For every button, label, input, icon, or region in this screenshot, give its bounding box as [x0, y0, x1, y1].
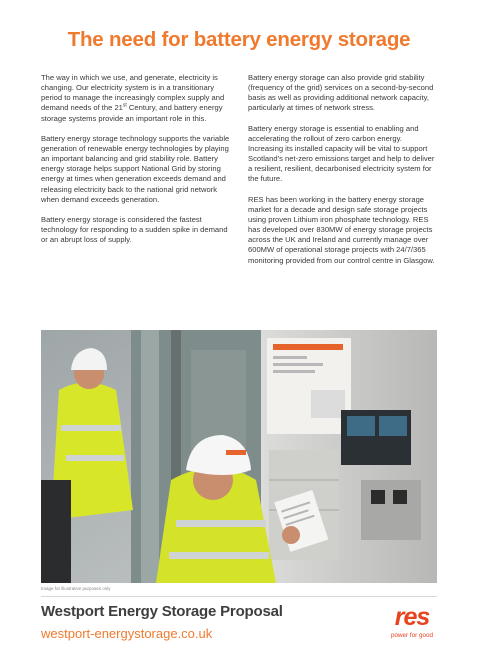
right-text-column: [248, 73, 438, 276]
intro-paragraph: [41, 73, 231, 124]
fastest-technology-paragraph: Battery energy storage is considered the fastest technology for responding to a sudden spike in demand or an abrupt loss of supply.: [41, 214, 228, 245]
res-logo-wordmark: res: [394, 603, 430, 631]
workers-photo: [41, 330, 437, 583]
balancing-paragraph: Battery energy storage technology supports the variable generation of renewable energy technologies by playing an important balancing and grid stability role. Battery energy storage helps support National Grid by storing energy at times when generation exceeds demand and releasing electricity back to the national grid network when demand exceeds generation.: [41, 133, 230, 204]
res-logo-tagline: power for good: [390, 632, 433, 639]
left-text-column: [41, 73, 231, 255]
battery-room-illustration: [41, 330, 437, 583]
intro-text-a: The way in which we use, and generate, electricity is changing. Our electricity system is in a transitionary period to manage the increasingly complex supply and demand needs of the 21: [41, 73, 225, 113]
intro-superscript: st: [122, 102, 127, 109]
footer-project-title: Westport Energy Storage Proposal: [41, 603, 283, 620]
footer-website-link[interactable]: westport-energystorage.co.uk: [41, 626, 213, 641]
grid-stability-paragraph: Battery energy storage can also provide grid stability (frequency of the grid) services on a second-by-second basis as well as providing additional network capacity, particularly at times of network stress.: [248, 73, 434, 113]
zero-carbon-paragraph: Battery energy storage is essential to enabling and accelerating the rollout of zero carbon energy. Increasing its installed capacity will be vital to support Scotland’s net-zero emissions target and help to deliver a resilient, resilient, decarbonised electricity system for the future.: [248, 123, 435, 184]
res-experience-paragraph: RES has been working in the battery energy storage market for a decade and design safe storage projects using proven Lithium iron phosphate technology. RES has developed over 830MW of energy storage projects across the UK and Ireland and currently manage over 600MW of operational storage projects with 24/7/365 monitoring provided from our control centre in Glasgow.: [248, 194, 435, 265]
photo-caption: Image for illustrative purposes only: [41, 586, 111, 591]
footer-divider: [41, 596, 437, 597]
page-title: The need for battery energy storage: [67, 28, 411, 51]
intro-text-b: Century, and battery energy storage systems provide an important role in this.: [41, 103, 223, 123]
res-logo: [384, 604, 440, 646]
